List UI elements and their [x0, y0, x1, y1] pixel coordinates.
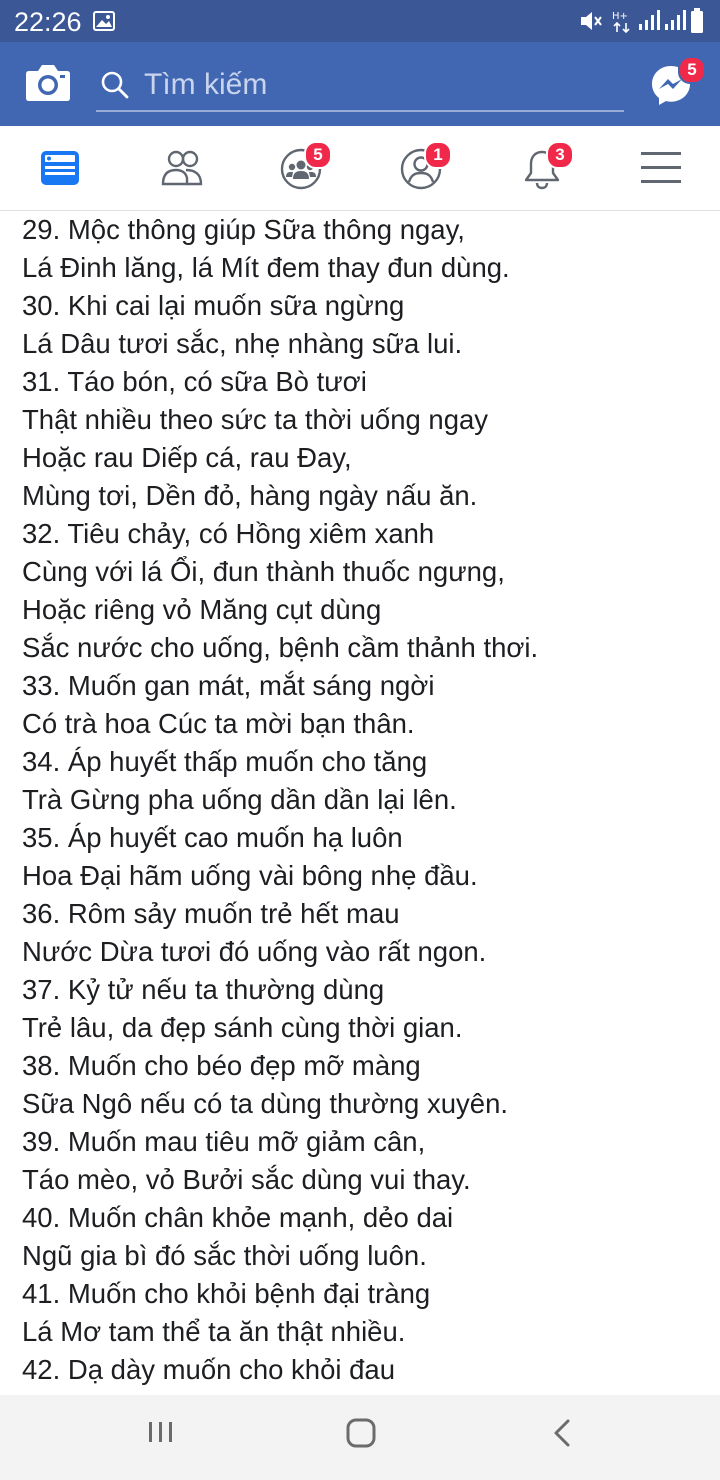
tab-profile[interactable] — [370, 126, 470, 210]
search-bar[interactable] — [96, 58, 624, 112]
poem-line: Hoa Đại hãm uống vài bông nhẹ đầu. — [22, 860, 478, 891]
poem-line: 40. Muốn chân khỏe mạnh, dẻo dai — [22, 1202, 454, 1233]
poem-line: Ngũ gia bì đó sắc thời uống luôn. — [22, 1240, 427, 1271]
tab-bar — [0, 126, 720, 211]
image-icon — [93, 11, 115, 36]
poem-line: Lá Đinh lăng, lá Mít đem thay đun dùng. — [22, 252, 510, 283]
poem-line: 42. Dạ dày muốn cho khỏi đau — [22, 1354, 396, 1385]
poem-line: Lá Dâu tươi sắc, nhẹ nhàng sữa lui. — [22, 328, 463, 359]
tab-notifications[interactable] — [492, 126, 592, 210]
camera-icon — [25, 62, 71, 102]
poem-line: Mùng tơi, Dền đỏ, hàng ngày nấu ăn. — [22, 480, 478, 511]
poem-line: Táo mèo, vỏ Bưởi sắc dùng vui thay. — [22, 1164, 471, 1195]
mute-icon — [578, 9, 604, 38]
poem-line: 35. Áp huyết cao muốn hạ luôn — [22, 822, 403, 853]
signal-icon — [664, 9, 686, 36]
battery-icon — [690, 8, 704, 39]
search-input[interactable] — [142, 64, 616, 106]
poem-line: 38. Muốn cho béo đẹp mỡ màng — [22, 1050, 421, 1081]
poem-line: Hoặc riêng vỏ Măng cụt dùng — [22, 594, 382, 625]
home-button[interactable] — [345, 1417, 377, 1454]
poem-line: 41. Muốn cho khỏi bệnh đại tràng — [22, 1278, 431, 1309]
recents-icon — [146, 1417, 176, 1447]
poem-line: Có trà hoa Cúc ta mời bạn thân. — [22, 708, 415, 739]
poem-line: 29. Mộc thông giúp Sữa thông ngay, — [22, 214, 465, 245]
poem-line: Lá Mơ tam thể ta ăn thật nhiều. — [22, 1316, 406, 1347]
messenger-button[interactable] — [650, 60, 697, 111]
messenger-badge: 5 — [678, 56, 706, 84]
tab-news-feed[interactable] — [10, 126, 110, 210]
svg-text:H+: H+ — [612, 11, 628, 22]
tab-friends[interactable] — [130, 126, 230, 210]
poem-line: Trà Gừng pha uống dần dần lại lên. — [22, 784, 457, 815]
camera-button[interactable] — [25, 62, 71, 107]
tab-menu[interactable] — [610, 126, 710, 210]
poem-line: Thật nhiều theo sức ta thời uống ngay — [22, 404, 489, 435]
profile-badge: 1 — [424, 141, 452, 169]
recents-button[interactable] — [146, 1417, 176, 1452]
news-feed-icon — [40, 148, 80, 188]
status-bar — [0, 0, 720, 42]
post-text — [22, 211, 712, 1389]
system-nav-bar — [0, 1395, 720, 1480]
notifications-badge: 3 — [546, 141, 574, 169]
poem-line: 36. Rôm sảy muốn trẻ hết mau — [22, 898, 400, 929]
poem-line: 31. Táo bón, có sữa Bò tươi — [22, 366, 367, 397]
status-time: 22:26 — [14, 7, 82, 37]
mobile-data-icon — [612, 9, 632, 38]
poem-line: Sữa Ngô nếu có ta dùng thường xuyên. — [22, 1088, 509, 1119]
friends-icon — [160, 148, 204, 188]
back-button[interactable] — [550, 1417, 576, 1454]
signal-icon — [638, 9, 660, 36]
poem-line: Sắc nước cho uống, bệnh cầm thảnh thơi. — [22, 632, 539, 663]
poem-line: Hoặc rau Diếp cá, rau Đay, — [22, 442, 352, 473]
poem-line: 39. Muốn mau tiêu mỡ giảm cân, — [22, 1126, 426, 1157]
poem-line: 32. Tiêu chảy, có Hồng xiêm xanh — [22, 518, 435, 549]
poem-line: 30. Khi cai lại muốn sữa ngừng — [22, 290, 405, 321]
back-icon — [550, 1417, 576, 1449]
poem-line: 37. Kỷ tử nếu ta thường dùng — [22, 974, 385, 1005]
menu-icon — [640, 148, 682, 188]
groups-badge: 5 — [304, 141, 332, 169]
search-icon — [100, 70, 130, 105]
poem-line: Trẻ lâu, da đẹp sánh cùng thời gian. — [22, 1012, 463, 1043]
app-bar — [0, 42, 720, 126]
tab-groups[interactable] — [250, 126, 350, 210]
post-content[interactable] — [0, 211, 720, 1395]
home-icon — [345, 1417, 377, 1449]
poem-line: Nước Dừa tươi đó uống vào rất ngon. — [22, 936, 487, 967]
poem-line: Cùng với lá Ổi, đun thành thuốc ngưng, — [22, 556, 505, 587]
poem-line: 34. Áp huyết thấp muốn cho tăng — [22, 746, 428, 777]
poem-line: 33. Muốn gan mát, mắt sáng ngời — [22, 670, 435, 701]
